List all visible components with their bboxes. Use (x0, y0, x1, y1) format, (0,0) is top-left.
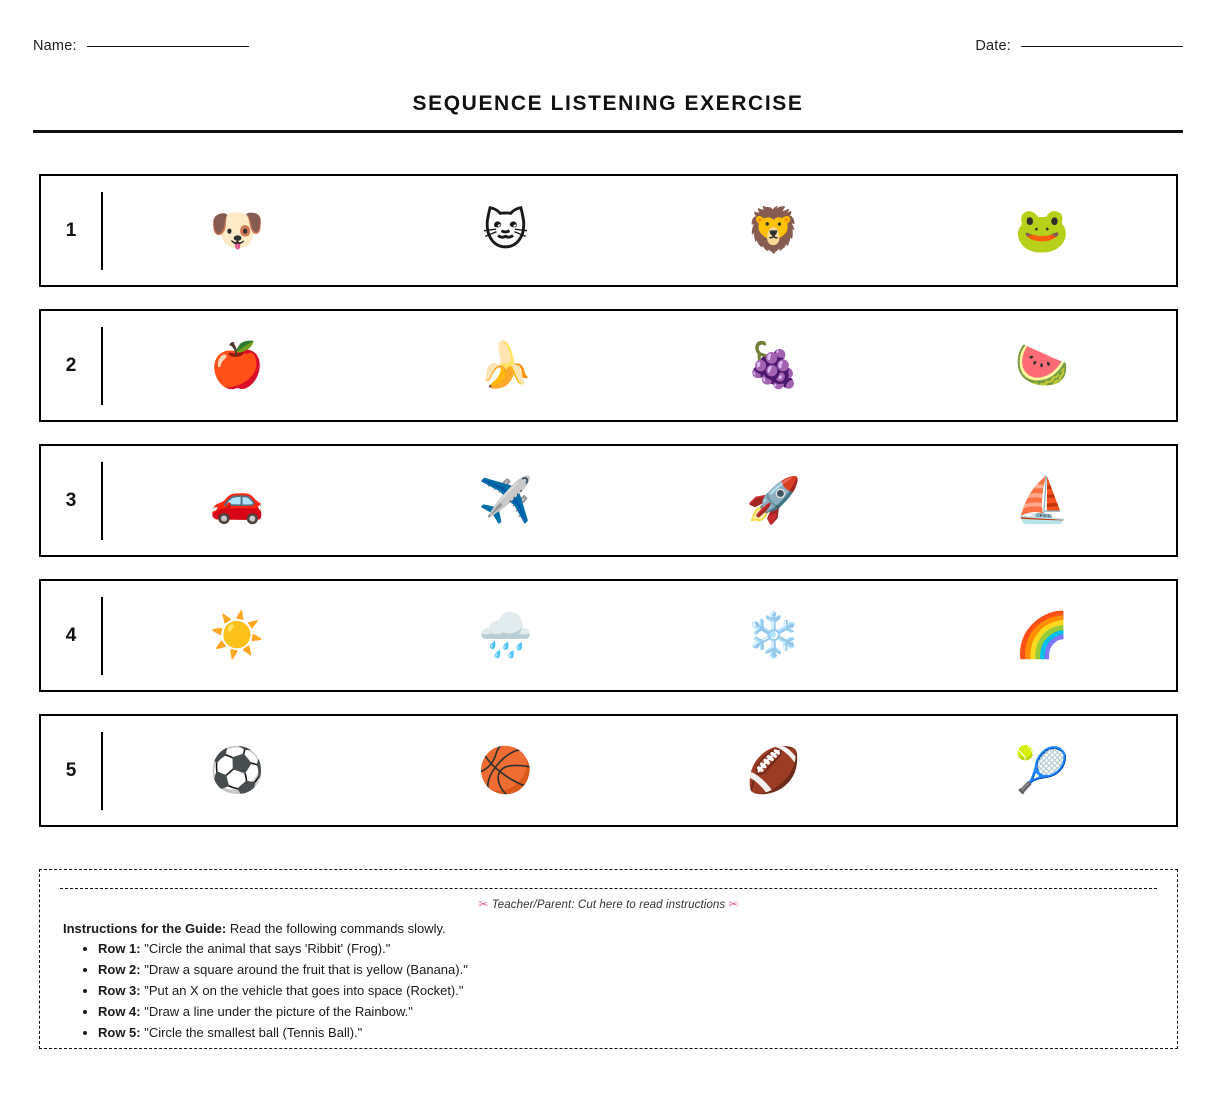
snowflake-icon: ❄️ (746, 609, 802, 661)
picture-cell[interactable] (103, 716, 371, 825)
exercise-row (39, 579, 1178, 692)
page-title: SEQUENCE LISTENING EXERCISE (412, 92, 804, 115)
row-items (103, 176, 1176, 285)
scissors-icon-left: ✂ (478, 897, 489, 911)
cut-caption (60, 897, 1157, 911)
instructions-lead-bold: Instructions for the Guide: (63, 921, 227, 936)
name-field (33, 38, 249, 54)
instructions-list (60, 938, 1157, 1043)
airplane-icon: ✈️ (477, 474, 533, 526)
apple-icon: 🍎 (209, 339, 265, 391)
lion-face-icon: 🦁 (746, 204, 802, 256)
instruction-item (98, 1001, 1157, 1022)
instruction-item (98, 938, 1157, 959)
picture-cell[interactable] (371, 581, 639, 690)
cut-caption-text: Teacher/Parent: Cut here to read instructions (491, 899, 726, 911)
instruction-row-label: Row 1: (98, 941, 141, 956)
row-number: 3 (65, 489, 77, 511)
name-write-line[interactable] (87, 46, 249, 47)
instruction-text: "Draw a line under the picture of the Rainbow." (144, 1004, 413, 1020)
picture-cell[interactable] (640, 716, 908, 825)
picture-cell[interactable] (371, 446, 639, 555)
instruction-item (98, 959, 1157, 980)
row-number: 5 (65, 759, 77, 781)
watermelon-icon: 🍉 (1014, 339, 1070, 391)
picture-cell[interactable] (640, 446, 908, 555)
date-label: Date: (975, 38, 1011, 54)
date-write-line[interactable] (1021, 46, 1183, 47)
rocket-icon: 🚀 (746, 474, 802, 526)
student-meta-row (33, 38, 1183, 66)
cut-dashed-line (60, 888, 1157, 889)
sun-icon: ☀️ (209, 609, 265, 661)
instruction-text: "Circle the animal that says 'Ribbit' (Frog)." (144, 941, 391, 956)
banana-icon: 🍌 (477, 339, 533, 391)
row-items (103, 311, 1176, 420)
title-divider (33, 130, 1183, 133)
instructions-lead (63, 921, 1157, 936)
picture-cell[interactable] (371, 311, 639, 420)
instruction-item (98, 980, 1157, 1001)
cat-face-icon: 🐱 (482, 204, 529, 256)
scissors-icon-right: ✂ (728, 897, 739, 911)
sailboat-icon: ⛵ (1014, 474, 1070, 526)
row-number: 4 (65, 624, 77, 646)
picture-cell[interactable] (640, 581, 908, 690)
instruction-text: "Draw a square around the fruit that is yellow (Banana)." (144, 962, 468, 978)
picture-cell[interactable] (371, 716, 639, 825)
exercise-row (39, 444, 1178, 557)
exercise-row (39, 714, 1178, 827)
instruction-text: "Circle the smallest ball (Tennis Ball)." (144, 1025, 363, 1041)
picture-cell[interactable] (908, 311, 1176, 420)
instructions-panel (39, 869, 1178, 1049)
instruction-row-label: Row 3: (98, 983, 141, 999)
row-items (103, 716, 1176, 825)
row-items (103, 581, 1176, 690)
picture-cell[interactable] (908, 446, 1176, 555)
picture-cell[interactable] (908, 176, 1176, 285)
football-icon: 🏈 (746, 744, 802, 796)
instruction-row-label: Row 4: (98, 1004, 141, 1020)
instructions-lead-rest: Read the following commands slowly. (229, 921, 446, 936)
frog-face-icon: 🐸 (1014, 204, 1070, 256)
dog-face-icon: 🐶 (209, 204, 265, 256)
instruction-row-label: Row 5: (98, 1025, 141, 1041)
instruction-text: "Put an X on the vehicle that goes into space (Rocket)." (144, 983, 464, 999)
picture-cell[interactable] (103, 176, 371, 285)
picture-cell[interactable] (908, 581, 1176, 690)
grapes-icon: 🍇 (746, 339, 802, 391)
exercise-row (39, 309, 1178, 422)
exercise-row (39, 174, 1178, 287)
tennis-icon: 🎾 (1014, 744, 1070, 796)
picture-cell[interactable] (103, 311, 371, 420)
soccer-ball-icon: ⚽ (209, 744, 265, 796)
picture-cell[interactable] (640, 176, 908, 285)
instruction-row-label: Row 2: (98, 962, 141, 978)
row-number: 2 (65, 354, 77, 376)
picture-cell[interactable] (908, 716, 1176, 825)
rainbow-icon: 🌈 (1014, 609, 1070, 661)
picture-cell[interactable] (103, 581, 371, 690)
picture-cell[interactable] (371, 176, 639, 285)
picture-cell[interactable] (640, 311, 908, 420)
row-number: 1 (65, 219, 77, 241)
date-field (975, 38, 1183, 54)
rain-cloud-icon: 🌧️ (477, 609, 533, 661)
picture-cell[interactable] (103, 446, 371, 555)
basketball-icon: 🏀 (477, 744, 533, 796)
row-items (103, 446, 1176, 555)
name-label: Name: (33, 38, 77, 54)
car-icon: 🚗 (209, 474, 265, 526)
exercise-rows (39, 174, 1178, 849)
instruction-item (98, 1022, 1157, 1043)
